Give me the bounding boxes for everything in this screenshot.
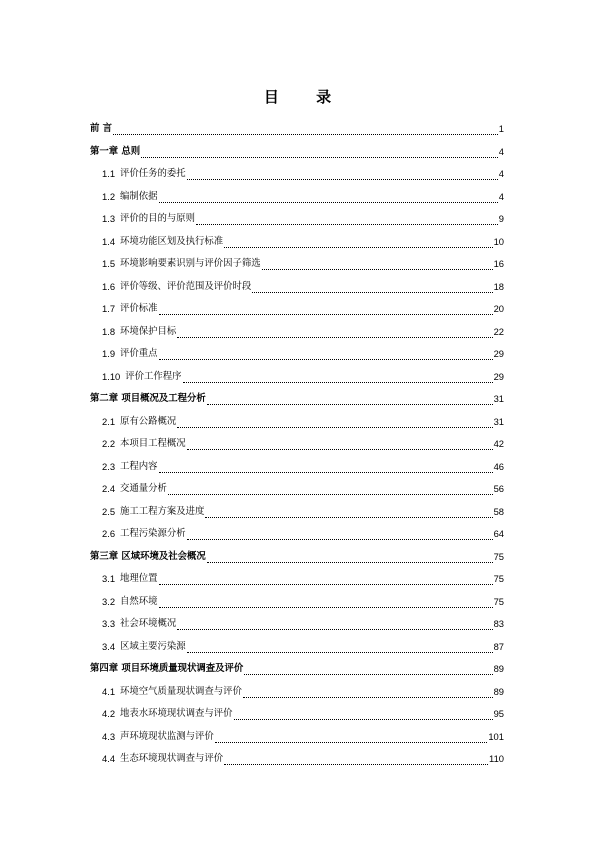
- toc-dot-leader: [205, 508, 492, 518]
- toc-page-number: 29: [493, 348, 504, 359]
- toc-chapter-entry[interactable]: [90, 659, 504, 675]
- toc-page-number: 10: [493, 235, 504, 247]
- toc-section-entry[interactable]: [102, 344, 504, 360]
- toc-entry-number: 1.5: [102, 258, 116, 269]
- toc-page-number: 29: [493, 370, 504, 382]
- toc-entry-title: 自然环境: [120, 595, 158, 607]
- toc-section-entry[interactable]: [102, 637, 504, 653]
- toc-entry-number: 1.3: [102, 213, 116, 224]
- toc-dot-leader: [159, 575, 493, 585]
- toc-dot-leader: [207, 395, 493, 405]
- toc-section-entry[interactable]: [102, 479, 504, 495]
- toc-dot-leader: [177, 418, 492, 428]
- toc-dot-leader: [252, 283, 492, 293]
- toc-section-entry[interactable]: [102, 592, 504, 608]
- toc-page-number: 87: [493, 640, 504, 652]
- toc-section-entry[interactable]: [102, 614, 504, 630]
- toc-entry-number: 2.4: [102, 483, 116, 494]
- toc-section-entry[interactable]: [102, 299, 504, 315]
- toc-section-entry[interactable]: [102, 187, 504, 203]
- toc-chapter-entry[interactable]: [90, 142, 504, 158]
- toc-section-entry[interactable]: [102, 412, 504, 428]
- toc-entry-title: 第二章 项目概况及工程分析: [90, 393, 206, 404]
- toc-entry-title: 环境空气质量现状调查与评价: [120, 685, 242, 697]
- toc-entry-title: 评价标准: [120, 303, 158, 314]
- toc-page-number: 42: [493, 438, 504, 449]
- toc-entry-number: 1.7: [102, 303, 116, 314]
- toc-entry-title: 声环境现状监测与评价: [120, 730, 214, 742]
- toc-dot-leader: [224, 238, 492, 248]
- toc-page-number: 75: [493, 595, 504, 607]
- toc-entry-title: 环境影响要素识别与评价因子筛选: [120, 258, 261, 269]
- toc-entry-title: 原有公路概况: [120, 415, 177, 427]
- toc-entry-number: 3.3: [102, 618, 116, 629]
- toc-page-number: 1: [498, 123, 504, 134]
- toc-dot-leader: [177, 328, 492, 338]
- toc-page-number: 64: [493, 528, 504, 539]
- toc-entry-number: 3.2: [102, 595, 116, 607]
- toc-entry-title: 前 言: [90, 123, 113, 134]
- toc-page-number: 58: [493, 505, 504, 517]
- toc-entry-title: 地表水环境现状调查与评价: [120, 708, 233, 719]
- toc-dot-leader: [159, 463, 493, 473]
- toc-entry-title: 工程内容: [120, 460, 158, 472]
- toc-entry-number: 1.2: [102, 190, 116, 202]
- toc-entry-number: 4.2: [102, 708, 116, 719]
- toc-page-number: 31: [493, 415, 504, 427]
- toc-entry-title: 评价的目的与原则: [120, 213, 196, 224]
- toc-chapter-entry[interactable]: [90, 389, 504, 405]
- toc-section-entry[interactable]: [102, 749, 504, 765]
- toc-entry-number: 1.10: [102, 370, 121, 382]
- toc-dot-leader: [243, 688, 493, 698]
- toc-dot-leader: [183, 373, 493, 383]
- toc-entry-number: 3.1: [102, 573, 116, 584]
- toc-dot-leader: [159, 350, 493, 360]
- toc-entry-title: 评价重点: [120, 348, 158, 359]
- toc-dot-leader: [207, 553, 493, 563]
- toc-page-number: 110: [489, 753, 504, 764]
- toc-dot-leader: [224, 755, 488, 765]
- toc-section-entry[interactable]: [102, 434, 504, 450]
- toc-entry-title: 第四章 项目环境质量现状调查及评价: [90, 663, 244, 674]
- toc-page-number: 31: [493, 393, 504, 404]
- toc-entry-title: 施工工程方案及进度: [120, 505, 205, 517]
- toc-chapter-entry[interactable]: [90, 119, 504, 135]
- toc-entry-title: 评价工作程序: [125, 370, 182, 382]
- toc-section-entry[interactable]: [102, 727, 504, 743]
- toc-entry-title: 本项目工程概况: [120, 438, 186, 449]
- toc-entry-number: 2.6: [102, 528, 116, 539]
- toc-entry-number: 1.8: [102, 325, 116, 337]
- toc-entry-number: 1.1: [102, 168, 116, 179]
- toc-section-entry[interactable]: [102, 164, 504, 180]
- toc-entry-title: 区域主要污染源: [120, 640, 186, 652]
- toc-chapter-entry[interactable]: [90, 547, 504, 563]
- toc-section-entry[interactable]: [102, 569, 504, 585]
- toc-page-number: 4: [498, 190, 504, 202]
- toc-entry-title: 第三章 区域环境及社会概况: [90, 550, 206, 562]
- toc-page-number: 75: [493, 573, 504, 584]
- toc-page-number: 89: [493, 685, 504, 697]
- toc-entry-title: 地理位置: [120, 573, 158, 584]
- toc-dot-leader: [244, 665, 492, 675]
- toc-section-entry[interactable]: [102, 254, 504, 270]
- toc-dot-leader: [141, 148, 498, 158]
- toc-entry-number: 1.6: [102, 280, 116, 292]
- toc-dot-leader: [168, 485, 493, 495]
- toc-section-entry[interactable]: [102, 367, 504, 383]
- toc-entry-title: 编制依据: [120, 190, 158, 202]
- toc-page-number: 56: [493, 483, 504, 494]
- toc-section-entry[interactable]: [102, 277, 504, 293]
- toc-entry-title: 评价任务的委托: [120, 168, 186, 179]
- toc-entry-number: 3.4: [102, 640, 116, 652]
- toc-entry-title: 环境保护目标: [120, 325, 177, 337]
- toc-entry-number: 2.1: [102, 415, 116, 427]
- toc-page-number: 9: [498, 213, 504, 224]
- toc-dot-leader: [215, 733, 488, 743]
- toc-dot-leader: [177, 620, 492, 630]
- toc-dot-leader: [187, 440, 493, 450]
- toc-page-number: 101: [488, 730, 504, 742]
- toc-entry-number: 1.4: [102, 235, 116, 247]
- toc-entry-number: 4.4: [102, 753, 116, 764]
- toc-page-number: 16: [493, 258, 504, 269]
- toc-page-number: 89: [493, 663, 504, 674]
- toc-dot-leader: [187, 530, 493, 540]
- toc-entry-title: 生态环境现状调查与评价: [120, 753, 224, 764]
- toc-entry-number: 2.3: [102, 460, 116, 472]
- toc-section-entry[interactable]: [102, 322, 504, 338]
- toc-entry-number: 2.2: [102, 438, 116, 449]
- toc-entry-title: 工程污染源分析: [120, 528, 186, 539]
- toc-entry-title: 环境功能区划及执行标准: [120, 235, 224, 247]
- toc-section-entry[interactable]: [102, 457, 504, 473]
- toc-entry-number: 4.3: [102, 730, 116, 742]
- toc-entry-number: 1.9: [102, 348, 116, 359]
- toc-section-entry[interactable]: [102, 232, 504, 248]
- toc-page-number: 75: [493, 550, 504, 562]
- toc-page-number: 83: [493, 618, 504, 629]
- toc-page-number: 18: [493, 280, 504, 292]
- page-title: 目 录: [263, 88, 348, 106]
- toc-dot-leader: [113, 125, 498, 135]
- toc-dot-leader: [234, 710, 493, 720]
- toc-dot-leader: [262, 260, 493, 270]
- toc-page-number: 22: [493, 325, 504, 337]
- toc-entry-title: 交通量分析: [120, 483, 167, 494]
- toc-dot-leader: [159, 305, 493, 315]
- toc-dot-leader: [187, 643, 493, 653]
- toc-entry-title: 第一章 总则: [90, 145, 141, 157]
- toc-dot-leader: [159, 598, 493, 608]
- toc-entry-title: 评价等级、评价范围及评价时段: [120, 280, 252, 292]
- toc-section-entry[interactable]: [102, 209, 504, 225]
- toc-page-number: 46: [493, 460, 504, 472]
- toc-page-number: 4: [498, 168, 504, 179]
- toc-page-number: 95: [493, 708, 504, 719]
- toc-dot-leader: [196, 215, 498, 225]
- toc-dot-leader: [187, 170, 498, 180]
- toc-section-entry[interactable]: [102, 704, 504, 720]
- toc-section-entry[interactable]: [102, 682, 504, 698]
- toc-page-number: 20: [493, 303, 504, 314]
- toc-dot-leader: [159, 193, 498, 203]
- toc-page-number: 4: [498, 145, 504, 157]
- toc-entry-number: 4.1: [102, 685, 116, 697]
- toc-entry-title: 社会环境概况: [120, 618, 177, 629]
- toc-entry-number: 2.5: [102, 505, 116, 517]
- toc-section-entry[interactable]: [102, 524, 504, 540]
- toc-section-entry[interactable]: [102, 502, 504, 518]
